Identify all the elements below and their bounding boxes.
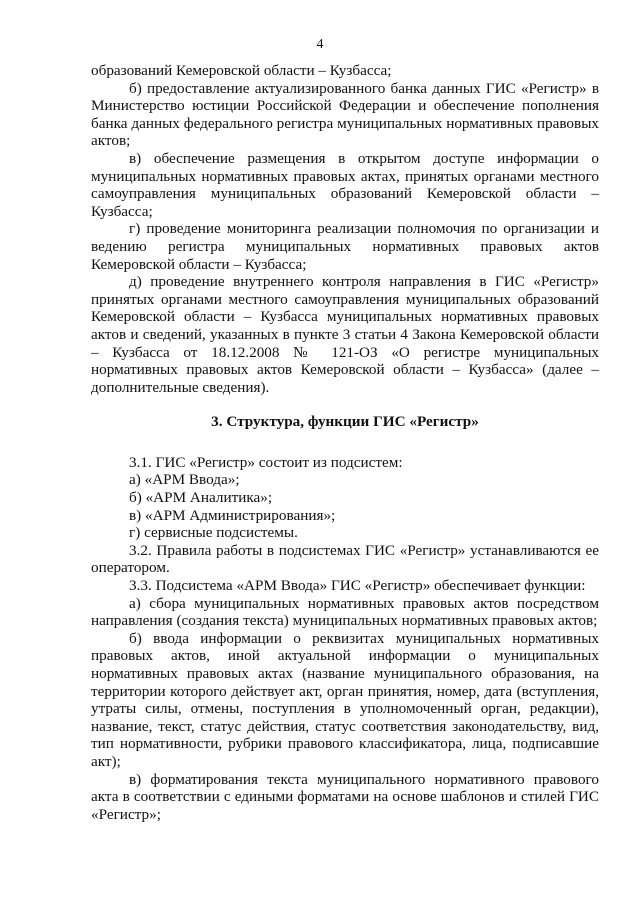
paragraph-item-d: д) проведение внутреннего контроля направления в ГИС «Регистр» принятых органами местного самоуправления муниципальных образований Кемеровской области – Кузбасса муниципальных нормативных правовых актов и сведений, указанных в пункте 3 статьи 4 Закона Кемеровской области – Кузбасса от 18.12.2008 № 121-ОЗ «О регистре муниципальных нормативных правовых актов Кемеровской области – Кузбасса» (далее – дополнительные сведения). [91,273,599,396]
paragraph-3-2: 3.2. Правила работы в подсистемах ГИС «Регистр» устанавливаются ее оператором. [91,541,599,577]
list-item-g: г) сервисные подсистемы. [129,524,298,542]
paragraph-item-v: в) обеспечение размещения в открытом доступе информации о муниципальных нормативных правовых актах, принятых органами местного самоуправления муниципальных образований Кемеровской области – Кузбасса; [91,149,599,220]
function-item-a: а) сбора муниципальных нормативных правовых актов посредством направления (создания текста) муниципальных нормативных правовых актов; [91,594,599,630]
function-item-v: в) форматирования текста муниципального нормативного правового акта в соответствии с едиными форматами на основе шаблонов и стилей ГИС «Регистр»; [91,770,599,823]
list-item-v: в) «АРМ Администрирования»; [129,506,336,524]
page-number: 4 [316,37,324,52]
list-item-b: б) «АРМ Аналитика»; [129,489,273,507]
section-heading: 3. Структура, функции ГИС «Регистр» [211,413,479,431]
paragraph-item-b: б) предоставление актуализированного банка данных ГИС «Регистр» в Министерство юстиции Российской Федерации и обеспечение пополнения банка данных федерального регистра муниципальных нормативных правовых актов; [91,79,599,150]
list-item-a: а) «АРМ Ввода»; [129,471,240,489]
paragraph-item-g: г) проведение мониторинга реализации полномочия по организации и ведению регистра муниципальных нормативных правовых актов Кемеровской области – Кузбасса; [91,220,599,273]
paragraph-3-1: 3.1. ГИС «Регистр» состоит из подсистем: [129,453,403,471]
paragraph-3-3: 3.3. Подсистема «АРМ Ввода» ГИС «Регистр» обеспечивает функции: [129,577,586,595]
function-item-b: б) ввода информации о реквизитах муниципальных нормативных правовых актов, иной актуальной информации о муниципальных нормативных правовых актах (название муниципального образования, на территории которого действует акт, орган принятия, номер, дата (вступления, утраты силы, отмены, поступления в уполномоченный орган, редакции), название, текст, статус действия, статус соответствия законодательству, вид, тип нормативности, рубрики правового классификатора, лица, подписавшие акт); [91,629,599,770]
document-body [91,62,599,823]
paragraph-continuation: образований Кемеровской области – Кузбасса; [91,62,392,79]
